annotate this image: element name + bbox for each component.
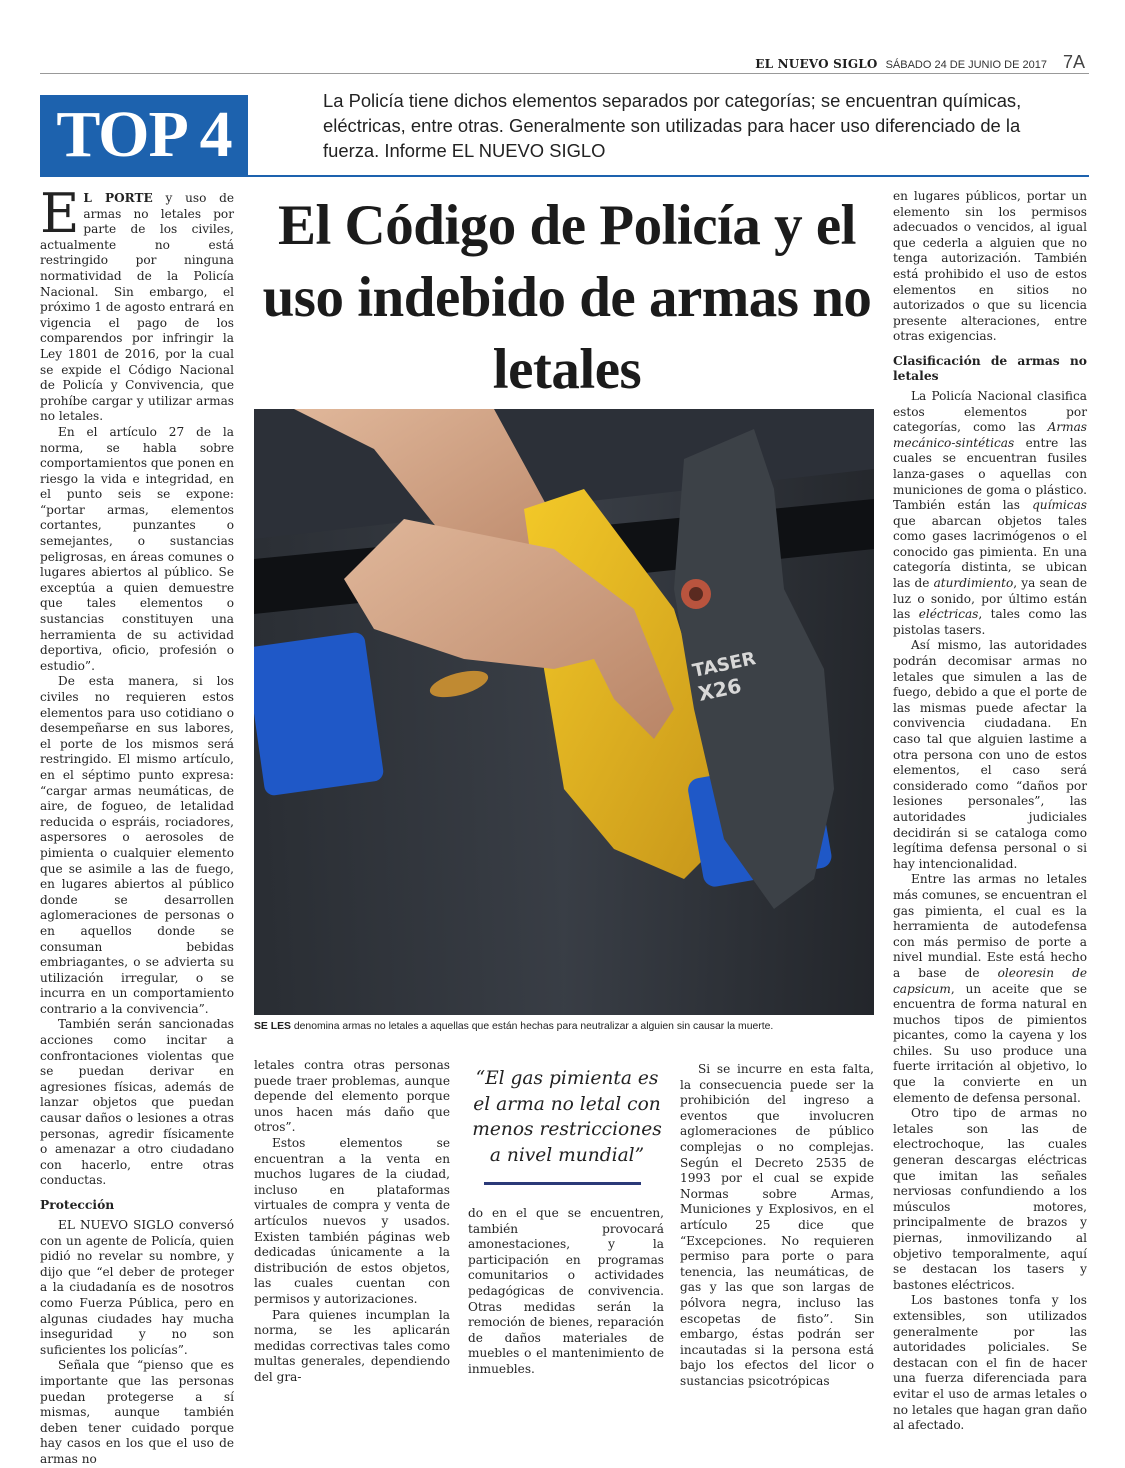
header-divider [40,175,1089,177]
caption-kicker: SE LES [254,1021,291,1032]
paragraph: De esta manera, si los civiles no requieren estos elementos para uso cotidiano o desempeñarse en sus labores, el porte de los mismos será restringido. El mismo artículo, en el séptimo punto expresa: “cargar armas neumáticas, de aire, de fogueo, de letalidad reducida o espráis, rociadores, aspersores o aerosoles de pimienta o cualquier elemento que se asimile a las de fuego, en lugares abiertos al público donde se desarrollen aglomeraciones de personas o en aquellos donde se consuman bebidas embriagantes, o se advierta su utilización irregular, o se incurra en un comportamiento contrario a la convivencia”. [40,674,234,1016]
headline: El Código de Policía y el uso indebido de armas no letales [262,194,872,401]
drop-cap: E [40,182,80,245]
paragraph: Para quienes incumplan la norma, se les aplicarán medidas correctivas tales como multas generales, dependiendo del gra- [254,1307,450,1384]
issue-date: SÁBADO 24 DE JUNIO DE 2017 [885,59,1047,71]
paragraph: en lugares públicos, portar un elemento sin los permisos adecuados o vencidos, al igual que cederla a alguien que no tenga autorización. También está prohibido el uso de estos elementos en sitios no autorizados o que su licencia presente alteraciones, entre otras exigencias. [893,189,1087,344]
paragraph: Así mismo, las autoridades podrán decomisar armas no letales que simulen a las de fuego, debido a que el porte de las mismas puede afectar la convivencia ciudadana. En caso tal que alguien lastime a otra persona con uno de estos elementos, el caso será considerado como “daños por lesiones personales”, las autoridades judiciales decidirán si se cataloga como legítima defensa personal o si hay intencionalidad. [893,638,1087,871]
page-folio [755,52,1085,73]
paragraph: Los bastones tonfa y los extensibles, son utilizados generalmente por las autoridades policiales. Se destacan con el fin de hacer una fuerza diferenciada para evitar el uso de armas letales o no letales que hagan gran daño al afectado. [893,1293,1087,1433]
paragraph: Entre las armas no letales más comunes, se encuentran el gas pimienta, el cual es la herramienta de autodefensa con más permiso de porte a nivel mundial. Este está hecho a base de oleoresin de capsicum, un aceite que se encuentra de forma natural en muchos tipos de pimientos picantes, como la cayena y los chiles. Su uso produce una fuerte irritación al objetivo, lo que la convierte en un elemento de defensa personal. [893,872,1087,1105]
article-column-4 [680,1062,874,1389]
subheading-clasificacion: Clasificación de armas no letales [893,352,1087,383]
article-column-1 [40,182,234,1468]
paragraph: En el artículo 27 de la norma, se habla sobre comportamientos que ponen en riesgo la vida e integridad, en el punto seis se expone: “portar armas, elementos cortantes, punzantes o semejantes, o sustancias peligrosas, en áreas comunes o lugares abiertos al público. Se exceptúa a quien demuestre que tales elementos o sustancias constituyen una herramienta de su actividad deportiva, oficio, profesión o estudio”. [40,424,234,673]
taser-photo [254,409,874,1015]
paragraph: E L PORTE y uso de armas no letales por parte de los civiles, actualmente no está restringido por ninguna normatividad de la Policía Nacional. Sin embargo, el próximo 1 de agosto entrará en vigencia el pago de los comparendos por infringir la Ley 1801 de 2016, por la cual se expide el Código Nacional de Policía y Convivencia, que prohíbe cargar y utilizar armas no letales. [40,182,234,424]
subheading-proteccion: Protección [40,1197,115,1212]
paragraph: Señala que “pienso que es importante que las personas puedan protegerse a sí mismas, aunque también deben tener cuidado porque hay casos en los que el uso de armas no [40,1358,234,1466]
paragraph: Otro tipo de armas no letales son las de electrochoque, las cuales generan descargas eléctricas que imitan las señales nerviosas confundiendo a los músculos motores, principalmente de brazos y piernas, inmovilizando al objetivo temporalmente, aquí se destacan los tasers y bastones eléctricos. [893,1106,1087,1292]
taser-brand-label: TASER [690,648,758,682]
page-number: 7A [1062,52,1085,72]
intro-deck: La Policía tiene dichos elementos separados por categorías; se encuentran químicas, eléctricas, entre otras. Generalmente son utilizadas para hacer uso diferenciado de la fuerza. Informe EL NUEVO SIGLO [323,90,1022,161]
article-column-3 [468,1206,664,1378]
paragraph: letales contra otras personas puede traer problemas, aunque depende del elemento porque unos hacen más daño que otros”. [254,1058,450,1135]
lead-in: L PORTE [83,191,153,205]
newspaper-name: EL NUEVO SIGLO [755,57,878,71]
paragraph: EL NUEVO SIGLO conversó con un agente de Policía, quien pidió no revelar su nombre, y dijo que “el deber de proteger a la ciudadanía es de nosotros como Fuerza Pública, pero en algunas ciudades hay mucha inseguridad y no son suficientes los policías”. [40,1218,234,1357]
pull-quote: “El gas pimienta es el arma no letal con menos restricciones a nivel mundial” [472,1068,662,1166]
paragraph: Si se incurre en esta falta, la consecuencia puede ser la prohibición del ingreso a eventos que involucren aglomeraciones de público complejas o no complejas. Según el Decreto 2535 de 1993 por el cual se expide Normas sobre Armas, Municiones y Explosivos, en el artículo 25 dice que “Excepciones. No requieren permiso para porte o para tenencia, las neumáticas, de gas y las que son largas de pólvora negra, incluso las escopetas de fisto”. Sin embargo, éstas podrán ser incautadas si la persona está bajo los efectos del licor o sustancias psicotrópicas [680,1062,874,1388]
taser-holster-illustration [254,409,874,1015]
caption-text: denomina armas no letales a aquellas que están hechas para neutralizar a alguien sin causar la muerte. [290,1021,774,1032]
taser-model-label: X26 [696,673,744,706]
top-4-label: TOP 4 [40,95,248,175]
article-column-5 [893,189,1087,1434]
paragraph: También serán sancionadas acciones como incitar a confrontaciones violentas que se puedan derivar en agresiones físicas, además de lanzar objetos que puedan causar daños o lesiones a otras personas, agredir físicamente o amenazar a otro ciudadano con hacerlo, entre otras conductas. [40,1017,234,1188]
paragraph: do en el que se encuentren, también provocará amonestaciones, y la participación en programas comunitarios o actividades pedagógicas de convivencia. Otras medidas serán la remoción de bienes, reparación de daños materiales de muebles o el mantenimiento de inmuebles. [468,1206,664,1376]
photo-caption [254,1021,874,1032]
paragraph: Estos elementos se encuentran a la venta en muchos lugares de la ciudad, incluso en plataformas virtuales de compra y venta de artículos nuevos y usados. Existen también páginas web dedicadas únicamente a la distribución de estos objetos, las cuales cuentan con permisos y autorizaciones. [254,1135,450,1306]
article-column-2 [254,1058,450,1385]
folio-divider [40,73,1089,74]
paragraph: La Policía Nacional clasifica estos elementos por categorías, como las Armas mecánico-sintéticas entre las cuales se encuentran fusiles lanza-gases o aquellas con municiones de goma o plástico. También están las químicas que abarcan objetos tales como gases lacrimógenos o el conocido gas pimienta. En una categoría distinta, se ubican las de aturdimiento, ya sean de luz o sonido, por último están las eléctricas, tales como las pistolas tasers. [893,388,1087,637]
pull-quote-rule [484,1182,641,1185]
